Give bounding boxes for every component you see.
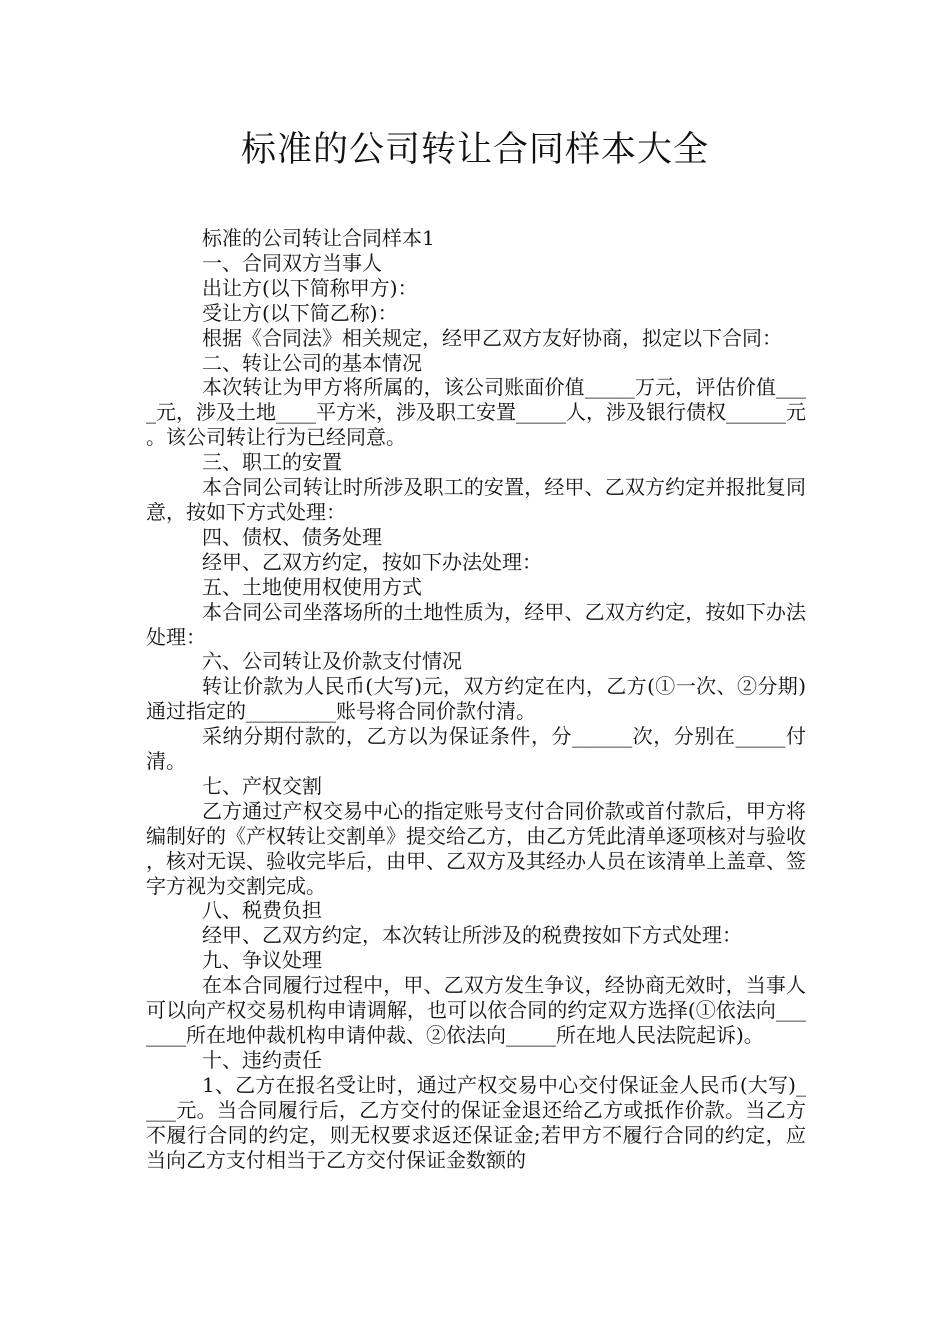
section-title: 标准的公司转让合同样本1 <box>202 226 435 250</box>
heading-payment: 六、公司转让及价款支付情况 <box>202 649 462 674</box>
heading-delivery: 七、产权交割 <box>202 773 322 798</box>
delivery-paragraph: 乙方通过产权交易中心的指定账号支付合同价款或首付款后，甲方将编制好的《产权转让交割单》提交给乙方，由乙方凭此清单逐项核对与验收，核对无误、验收完毕后，由甲、乙双方及其经办人员在该清单上盖章、签字方视为交割完成。 <box>146 798 806 898</box>
heading-parties: 一、合同双方当事人 <box>202 250 382 275</box>
disputes-paragraph: 在本合同履行过程中，甲、乙双方发生争议，经协商无效时，当事人可以向产权交易机构申请调解，也可以依合同的约定双方选择(①依法向_______所在地仲裁机构申请仲裁、②依法向_____所在地人民法院起诉)。 <box>146 973 806 1047</box>
land-paragraph: 本合同公司坐落场所的土地性质为，经甲、乙双方约定，按如下办法处理： <box>146 599 806 649</box>
heading-company-info: 二、转让公司的基本情况 <box>202 350 422 375</box>
installment-paragraph: 采纳分期付款的，乙方以为保证条件，分______次，分别在_____付清。 <box>146 724 806 774</box>
heading-land: 五、土地使用权使用方式 <box>202 574 422 599</box>
document-body <box>146 226 806 1172</box>
heading-debts: 四、债权、债务处理 <box>202 524 382 549</box>
heading-liability: 十、违约责任 <box>202 1047 322 1072</box>
heading-taxes: 八、税费负担 <box>202 898 322 923</box>
heading-disputes: 九、争议处理 <box>202 948 322 973</box>
taxes-paragraph: 经甲、乙双方约定，本次转让所涉及的税费按如下方式处理： <box>202 923 742 948</box>
company-info-paragraph: 本次转让为甲方将所属的，该公司账面价值_____万元，评估价值____元，涉及土地____平方米，涉及职工安置_____人，涉及银行债权______元。该公司转让行为已经同意。 <box>146 375 806 450</box>
transferor-line: 出让方(以下简称甲方)： <box>202 275 418 300</box>
transferee-line: 受让方(以下简乙称)： <box>202 300 398 325</box>
heading-staff: 三、职工的安置 <box>202 450 342 475</box>
debts-paragraph: 经甲、乙双方约定，按如下办法处理： <box>202 549 542 574</box>
payment-paragraph: 转让价款为人民币(大写)元，双方约定在内，乙方(①一次、②分期)通过指定的_________账号将合同价款付清。 <box>146 674 806 724</box>
preamble-paragraph: 根据《合同法》相关规定，经甲乙双方友好协商，拟定以下合同： <box>202 325 782 350</box>
liability-paragraph: 1、乙方在报名受让时，通过产权交易中心交付保证金人民币(大写)____元。当合同履行后，乙方交付的保证金退还给乙方或抵作价款。当乙方不履行合同的约定，则无权要求返还保证金;若甲方不履行合同的约定，应当向乙方支付相当于乙方交付保证金数额的 <box>146 1072 806 1172</box>
staff-paragraph: 本合同公司转让时所涉及职工的安置，经甲、乙双方约定并报批复同意，按如下方式处理： <box>146 475 806 524</box>
document-title: 标准的公司转让合同样本大全 <box>240 130 709 170</box>
